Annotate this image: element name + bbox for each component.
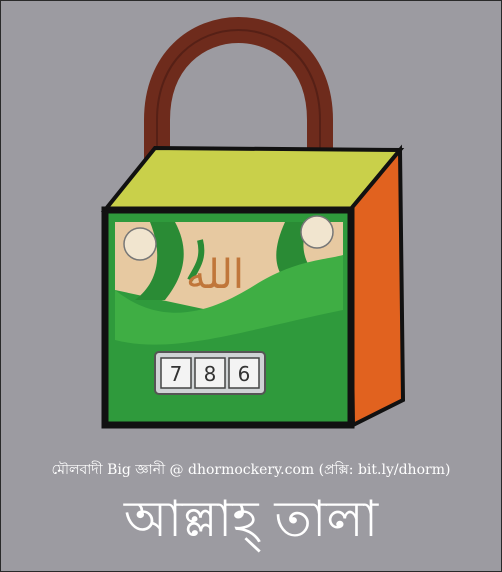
dial-digit-2: 8 (203, 362, 217, 386)
arabic-calligraphy: الله (186, 252, 244, 298)
dial-digit-1: 7 (169, 362, 183, 386)
dial-digit-3: 6 (237, 362, 251, 386)
medallion-right (301, 216, 333, 248)
medallion-left (124, 228, 156, 260)
page-title: আল্লাহ্ তালা (123, 490, 379, 548)
combination-dials (155, 352, 265, 394)
padlock-drawing (95, 10, 425, 450)
credit-line: মৌলবাদী Big জ্ঞানী @ dhormockery.com (প্রক্সি: bit.ly/dhorm) (51, 462, 451, 478)
